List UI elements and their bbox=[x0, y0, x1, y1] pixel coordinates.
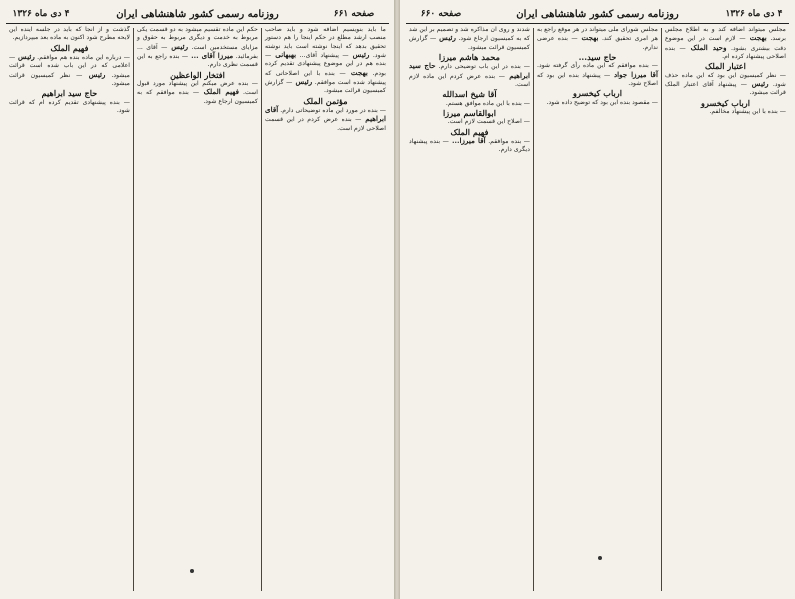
column bbox=[262, 26, 389, 593]
left-page-date: ۴ دی ماه ۱۳۲۶ bbox=[12, 9, 70, 19]
ink-spot bbox=[190, 569, 194, 573]
speaker-name: رئیس bbox=[436, 33, 456, 43]
right-page-number: صفحه ۶۶۰ bbox=[420, 9, 462, 19]
paragraph-text: — بنده در مورد این ماده توضیحاتی دارم. bbox=[278, 107, 386, 115]
paragraph-text: ما باید بنویسیم اضافه شود و باید صاحب منصب ارشد مطلع در حکم اینجا را هم دستور تحقیق بدهد که اینجا نوشته است باید نوشته شود. bbox=[265, 26, 387, 60]
paragraph-text: — بنده راجع به این قسمت نظری دارم. bbox=[137, 53, 258, 69]
paragraph-text: مجلس شورای ملی میتواند در هر موقع راجع به هر امری تحقیق کند. bbox=[537, 26, 659, 43]
paragraph-text: حکم این ماده تقسیم میشود به دو قسمت یکی مربوط به خدمت و دیگری مربوط به حقوق و مزایای مستخدمین است. bbox=[137, 26, 258, 51]
speaker-name: آقای ابراهیم bbox=[265, 105, 386, 124]
column bbox=[134, 26, 261, 593]
speaker-name: رئیس bbox=[746, 79, 769, 89]
speaker-name: بهجت bbox=[345, 67, 368, 77]
paragraph-text: — نظر کمیسیون این بود که این ماده حذف شود. bbox=[665, 71, 786, 89]
paragraph-text: — بنده موافقم که به کمیسیون ارجاع شود. bbox=[137, 89, 258, 105]
paragraph-text: — بنده موافقم. bbox=[485, 138, 530, 146]
speaker-name: بهجت bbox=[745, 33, 767, 43]
speaker-name: بهجت bbox=[577, 33, 599, 43]
paragraph-text: — گزارش کمیسیون قرائت میشود. bbox=[409, 35, 530, 51]
speaker-name: رئیس bbox=[82, 69, 106, 79]
speaker-heading: مؤتمن الملک bbox=[303, 95, 348, 106]
paragraph-text: — بنده در این باب توضیحی دارم. bbox=[435, 63, 530, 71]
paragraph-text: — بنده با این اصلاحاتی که پیشنهاد شده است موافقم. bbox=[265, 69, 386, 87]
paragraph-text: — بنده عرض کردم این ماده لازم است. bbox=[409, 72, 530, 89]
paragraph-text: — پیشنهاد آقای اعتبار الملک قرائت میشود. bbox=[665, 81, 786, 97]
ink-spot bbox=[598, 556, 602, 560]
left-page-number: صفحه ۶۶۱ bbox=[333, 9, 375, 19]
paragraph-text: — بنده عرض کردم در این قسمت اصلاحی لازم است. bbox=[265, 116, 386, 132]
speaker-heading: حاج سید ابراهیم bbox=[41, 88, 98, 99]
speaker-name: وحید الملک bbox=[685, 42, 727, 52]
paragraph-text: — اصلاح این قسمت لازم است. bbox=[447, 118, 530, 126]
paragraph-text: — پیشنهاد آقای... bbox=[296, 52, 349, 60]
paragraph-text: — بنده با این ماده موافق هستم. bbox=[445, 99, 530, 107]
speaker-name: میرزا آقای ... bbox=[188, 51, 234, 61]
speaker-heading: ارباب کیخسرو bbox=[701, 97, 750, 108]
paragraph-text: — بنده پیشنهادی تقدیم کرده ام که قرائت شود. bbox=[9, 98, 130, 115]
paragraph-text: — بنده عرضی ندارم. bbox=[537, 35, 658, 51]
paragraph-text: — بنده هم در این موضوع پیشنهادی تقدیم کرده بودم. bbox=[265, 52, 386, 77]
paragraph-text: — پیشنهاد بنده این بود که اصلاح شود. bbox=[537, 71, 658, 88]
right-page-header bbox=[406, 6, 789, 24]
speaker-name: آقا میرزا... bbox=[448, 136, 486, 146]
speaker-heading: ارباب کیخسرو bbox=[573, 88, 622, 99]
speaker-heading: حاج سید... bbox=[578, 52, 617, 63]
left-page bbox=[0, 0, 395, 599]
paragraph-text: — بنده عرض میکنم این پیشنهاد مورد قبول است. bbox=[137, 80, 258, 97]
speaker-name: آقا میرزا جواد bbox=[610, 69, 658, 79]
speaker-name: بهبهانی bbox=[271, 50, 297, 60]
paragraph-text: گذشت و از آنجا که باید در جلسه آینده این لایحه مطرح شود اکنون به ماده بعد میپردازیم. bbox=[9, 26, 130, 42]
speaker-heading: ابوالقاسم میرزا bbox=[443, 108, 496, 119]
column bbox=[6, 26, 133, 593]
paragraph-text: — بنده با این پیشنهاد مخالفم. bbox=[709, 108, 786, 116]
paragraph-text: شدند و روی آن مذاکره شد و تصمیم بر این شد که به کمیسیون ارجاع شود. bbox=[409, 26, 531, 43]
speaker-heading: محمد هاشم میرزا bbox=[438, 52, 501, 63]
paragraph-text: — بنده پیشنهاد دیگری دارم. bbox=[409, 138, 530, 154]
paragraph-text: — مقصود بنده این بود که توضیح داده شود. bbox=[546, 98, 658, 106]
paragraph-text: — لازم است در این موضوع دقت بیشتری بشود. bbox=[665, 35, 787, 52]
speaker-name: فهیم الملک bbox=[199, 87, 240, 97]
right-page-title: روزنامه رسمی کشور شاهنشاهی ایران bbox=[516, 8, 679, 20]
right-page bbox=[400, 0, 795, 599]
left-page-header bbox=[6, 6, 389, 24]
paragraph-text: — آقای ... بفرمائید. bbox=[137, 43, 258, 61]
paragraph-text: — بنده موافقم که این ماده رأی گرفته شود. bbox=[537, 62, 658, 70]
speaker-heading: فهیم الملک bbox=[450, 126, 489, 137]
speaker-name: رئیس bbox=[15, 52, 35, 62]
speaker-heading: افتخار الواعظین bbox=[170, 69, 225, 80]
right-page-date: ۴ دی ماه ۱۳۲۶ bbox=[725, 9, 783, 19]
speaker-name: رئیس bbox=[167, 41, 189, 51]
column bbox=[662, 26, 789, 593]
speaker-heading: آقا شیخ اسدالله bbox=[442, 89, 497, 100]
left-page-title: روزنامه رسمی کشور شاهنشاهی ایران bbox=[116, 8, 279, 20]
speaker-heading: اعتبار الملک bbox=[705, 61, 746, 72]
left-page-body bbox=[6, 26, 389, 593]
column bbox=[406, 26, 533, 593]
speaker-name: حاج سید ابراهیم bbox=[409, 61, 530, 80]
speaker-name: رئیس bbox=[348, 50, 370, 60]
paragraph-text: — درباره این ماده بنده هم موافقم. bbox=[34, 54, 130, 62]
right-page-body bbox=[406, 26, 789, 593]
paragraph-text: — بنده اصلاحی پیشنهاد کرده ام. bbox=[665, 44, 786, 61]
column bbox=[534, 26, 661, 593]
paragraph-text: — اعلامی که در این باب شده است قرائت میشود. bbox=[9, 54, 130, 79]
paragraph-text: — نظر کمیسیون قرائت میشود. bbox=[9, 71, 130, 88]
speaker-heading: فهیم الملک bbox=[50, 42, 89, 53]
paragraph-text: مجلس میتواند اضافه کند و به اطلاع مجلس برسد. bbox=[665, 26, 786, 43]
paragraph-text: — گزارش کمیسیون قرائت میشود. bbox=[265, 79, 386, 95]
speaker-name: رئیس bbox=[292, 77, 313, 87]
